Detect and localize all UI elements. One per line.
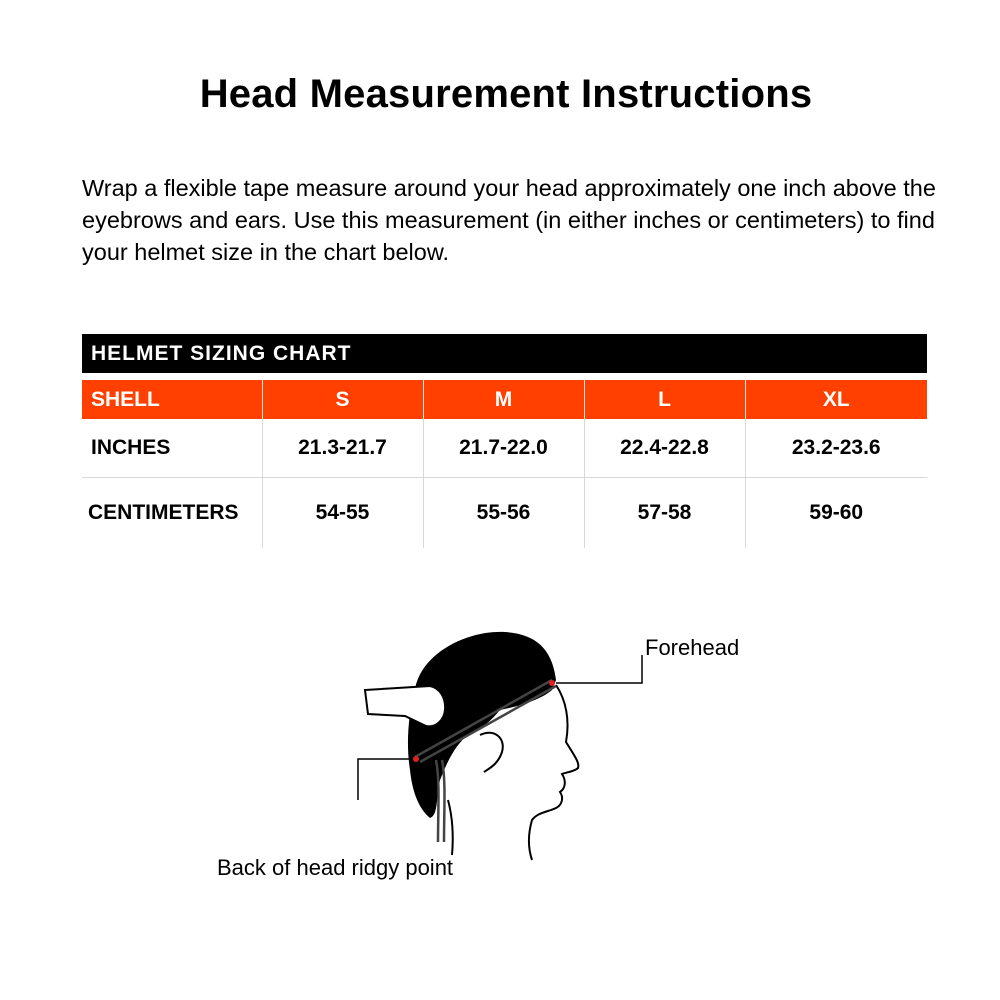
instructions-text: Wrap a flexible tape measure around your head approximately one inch above the eyebrows and ears. Use this measurement (in either inches or centimeters) to find your helmet size in the chart below. (82, 175, 936, 265)
size-l: L (584, 380, 745, 419)
inches-l: 22.4-22.8 (584, 419, 745, 478)
table-row-shell (82, 380, 927, 419)
back-of-head-label: Back of head ridgy point (217, 855, 454, 880)
table-row-inches (82, 419, 927, 478)
tape-measure (415, 680, 556, 762)
neck-back-line (448, 800, 453, 855)
forehead-point (549, 680, 555, 686)
row-label-centimeters: CENTIMETERS (88, 501, 239, 524)
row-label-inches: INCHES (82, 419, 262, 478)
ear (480, 733, 503, 772)
chart-header: HELMET SIZING CHART (82, 334, 927, 373)
forehead-leader-line (556, 655, 642, 683)
size-m: M (423, 380, 584, 419)
back-head-point (413, 756, 419, 762)
inches-s: 21.3-21.7 (262, 419, 423, 478)
cm-xl: 59-60 (745, 478, 927, 549)
cm-m: 55-56 (423, 478, 584, 549)
size-s: S (262, 380, 423, 419)
back-head-leader-line (358, 759, 413, 800)
table-row-centimeters (82, 478, 927, 549)
page-title: Head Measurement Instructions (199, 72, 813, 116)
inches-m: 21.7-22.0 (423, 419, 584, 478)
face-outline (529, 685, 578, 860)
inches-xl: 23.2-23.6 (745, 419, 927, 478)
sizing-table (82, 380, 927, 548)
cm-s: 54-55 (262, 478, 423, 549)
row-label-shell: SHELL (82, 380, 262, 419)
hair-silhouette (408, 632, 556, 818)
cm-l: 57-58 (584, 478, 745, 549)
size-xl: XL (745, 380, 927, 419)
helmet-sizing-chart (82, 334, 927, 548)
hand (365, 686, 445, 726)
tape-hanging-end (436, 760, 445, 842)
forehead-label: Forehead (645, 635, 740, 660)
